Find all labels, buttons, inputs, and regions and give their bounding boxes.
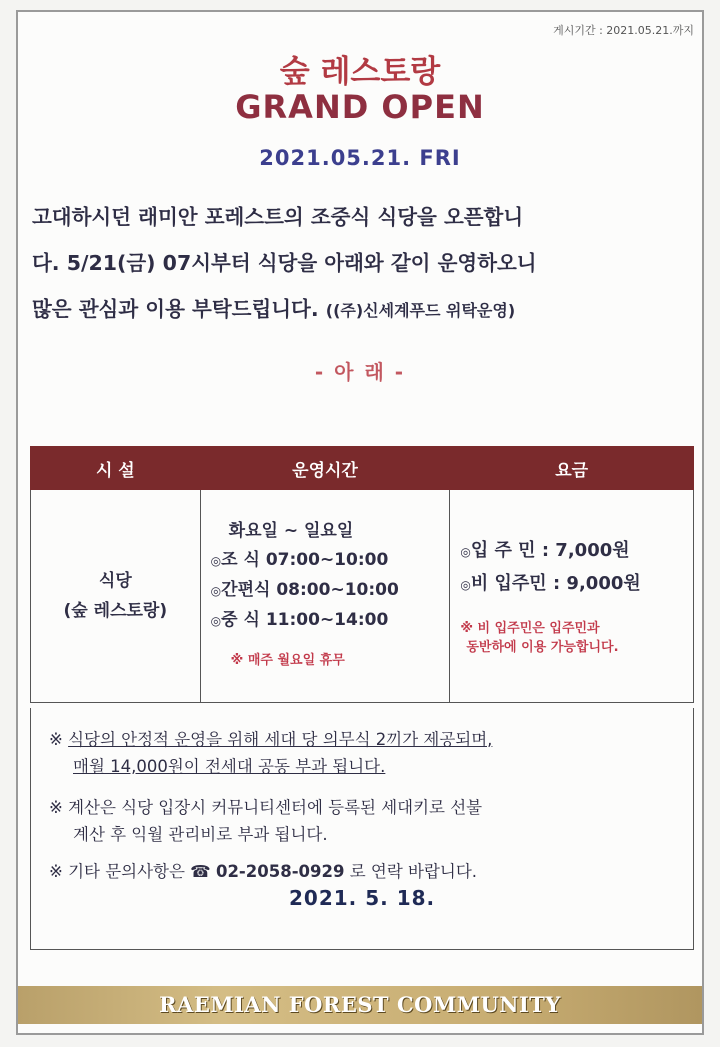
meal-name: 간편식	[221, 580, 271, 600]
fee-note-line-1: ※ 비 입주민은 입주민과	[460, 621, 600, 636]
closed-note: ※ 매주 월요일 휴무	[230, 653, 345, 668]
note-1-line-1: 식당의 안정적 운영을 위해 세대 당 의무식 2끼가 제공되며,	[68, 730, 493, 749]
intro-paragraph	[32, 194, 692, 334]
bullet-icon: ◎	[210, 554, 222, 568]
facility-subname: (숲 레스토랑)	[63, 601, 168, 621]
posting-period: 게시기간 : 2021.05.21.까지	[553, 24, 694, 37]
meal-time: 07:00~10:00	[265, 550, 389, 570]
meal-time: 08:00~10:00	[276, 580, 399, 600]
note-mark: ※	[49, 730, 63, 749]
fee-label: 비 입주민	[470, 573, 547, 594]
fee-cell	[450, 490, 694, 703]
bullet-icon: ◎	[460, 545, 471, 559]
note-mark: ※	[49, 798, 63, 817]
header-facility: 시 설	[31, 447, 201, 490]
community-footer: RAEMIAN FOREST COMMUNITY	[18, 986, 702, 1024]
note-3-suffix: 로 연락 바랍니다.	[349, 862, 478, 881]
note-2-line-2: 계산 후 익월 관리비로 부과 됩니다.	[73, 825, 328, 844]
fee-price: : 9,000원	[552, 573, 641, 594]
note-mark: ※	[49, 862, 63, 881]
fee-note	[460, 619, 692, 657]
header-hours: 운영시간	[200, 447, 450, 490]
facility-cell	[31, 490, 201, 703]
bullet-icon: ◎	[210, 614, 222, 628]
fee-price: : 7,000원	[541, 540, 630, 561]
table-header-row	[31, 447, 694, 490]
grand-open-title: GRAND OPEN	[235, 88, 485, 126]
operating-days: 화요일 ~ 일요일	[228, 521, 354, 541]
table-row	[31, 490, 694, 703]
meal-name: 중 식	[221, 610, 260, 630]
note-contact	[49, 858, 477, 885]
note-mandatory-meals	[49, 726, 492, 780]
meal-breakfast	[211, 546, 449, 576]
fee-label: 입 주 민	[470, 540, 536, 561]
notes-box	[30, 708, 694, 950]
hours-cell	[200, 490, 450, 703]
phone-number: 02-2058-0929	[215, 862, 345, 881]
notice-date: 2021. 5. 18.	[289, 886, 436, 910]
meal-light	[211, 576, 449, 606]
fee-nonresident	[460, 568, 692, 601]
restaurant-title: 숲 레스토랑	[279, 54, 441, 90]
bullet-icon: ◎	[460, 578, 471, 592]
intro-line-3	[32, 286, 692, 334]
open-date: 2021.05.21. FRI	[259, 146, 461, 170]
note-2-line-1: 계산은 식당 입장시 커뮤니티센터에 등록된 세대키로 선불	[68, 798, 483, 817]
note-payment	[49, 794, 482, 848]
phone-icon: ☎	[190, 862, 211, 881]
facility-name: 식당	[98, 571, 132, 591]
below-heading: - 아 래 -	[314, 360, 406, 384]
bullet-icon: ◎	[210, 584, 222, 598]
intro-line-3-text: 많은 관심과 이용 부탁드립니다.	[32, 297, 319, 321]
operator-note: ((주)신세계푸드 위탁운영)	[325, 301, 516, 320]
note-1-line-2: 매월 14,000원이 전세대 공동 부과 됩니다.	[73, 757, 386, 776]
header-fee: 요금	[450, 447, 694, 490]
fee-resident	[460, 535, 692, 568]
intro-line-2: 다. 5/21(금) 07시부터 식당을 아래와 같이 운영하오니	[32, 251, 537, 275]
meal-name: 조 식	[221, 550, 260, 570]
meal-lunch	[211, 606, 449, 636]
meal-time: 11:00~14:00	[265, 610, 389, 630]
note-3-prefix: 기타 문의사항은	[68, 862, 185, 881]
schedule-table	[30, 446, 694, 703]
intro-line-1: 고대하시던 래미안 포레스트의 조중식 식당을 오픈합니	[32, 205, 524, 229]
fee-note-line-2: 동반하에 이용 가능합니다.	[466, 640, 619, 655]
